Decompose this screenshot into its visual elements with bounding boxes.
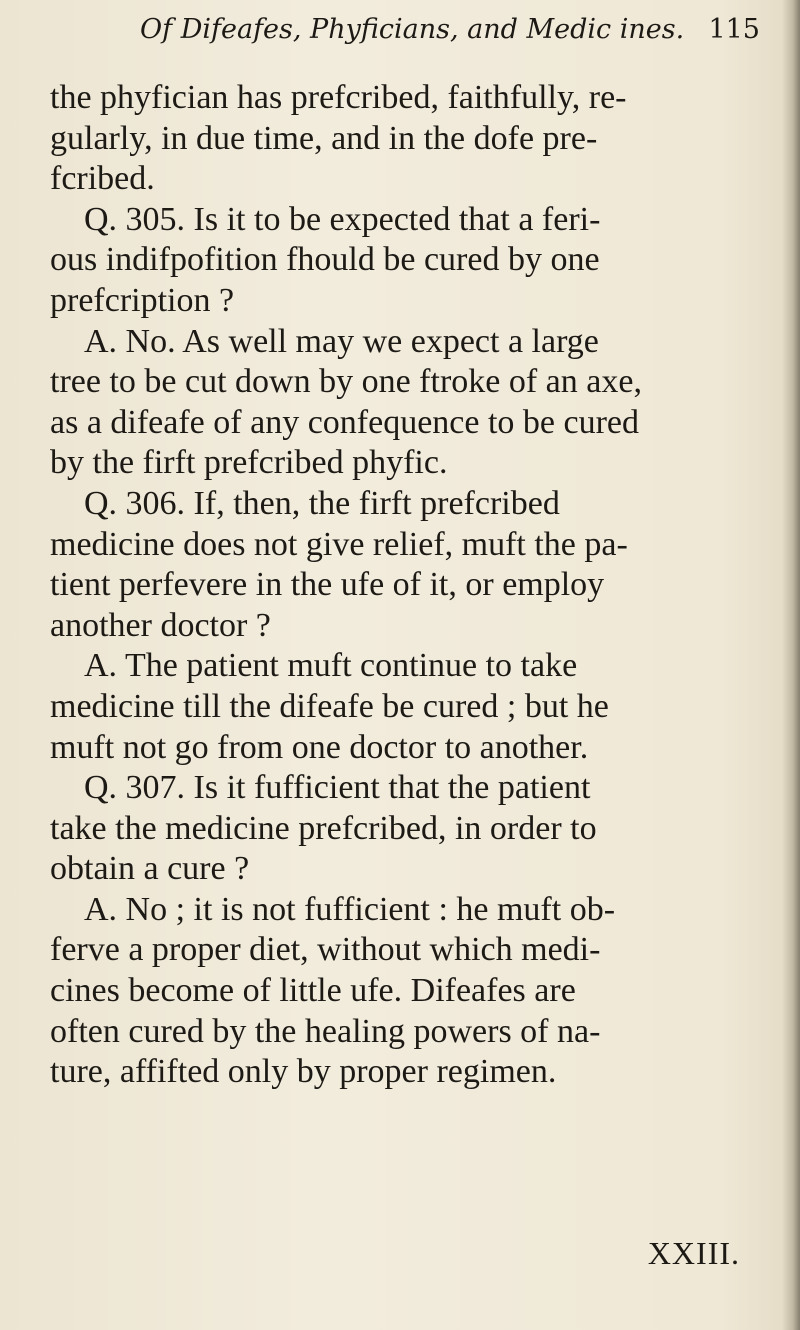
text-line: ferve a proper diet, without which medi- [50,931,601,969]
text-line: prefcription ? [50,281,235,319]
text-line: tree to be cut down by one ftroke of an axe, [50,363,642,401]
running-header [140,14,760,45]
text-line: muft not go from one doctor to another. [50,728,589,766]
body-text [50,78,750,1093]
running-title: Of Difeafes, Phyficians, and Medic ines. [140,14,685,45]
text-line: ous indifpofition fhould be cured by one [50,241,600,279]
catchword: XXIII. [647,1235,740,1271]
text-line: cines become of little ufe. Difeafes are [50,972,576,1010]
text-line: gularly, in due time, and in the dofe pre- [50,119,598,157]
text-line: another doctor ? [50,606,271,644]
answer-line: A. No ; it is not fufficient : he muft ob- [84,890,616,928]
question-line: Q. 306. If, then, the firft prefcribed [84,484,560,522]
text-line: take the medicine prefcribed, in order to [50,809,597,847]
text-line: by the firft prefcribed phyfic. [50,444,448,482]
text-line: often cured by the healing powers of na- [50,1012,601,1050]
answer-line: A. The patient muft continue to take [84,647,578,685]
text-line: tient perfevere in the ufe of it, or employ [50,566,605,604]
text-line: fcribed. [50,160,155,198]
question-line: Q. 305. Is it to be expected that a feri- [84,200,601,238]
page-number: 115 [708,14,760,45]
question-line: Q. 307. Is it fufficient that the patient [84,769,591,807]
text-line: obtain a cure ? [50,850,250,888]
page-edge-shadow [782,0,800,1330]
answer-line: A. No. As well may we expect a large [84,322,599,360]
text-line: medicine till the difeafe be cured ; but he [50,687,609,725]
text-line: as a difeafe of any confequence to be cured [50,403,640,441]
text-line: medicine does not give relief, muft the pa- [50,525,628,563]
text-line: the phyfician has prefcribed, faithfully, re- [50,79,627,116]
text-line: ture, affifted only by proper regimen. [50,1053,557,1091]
